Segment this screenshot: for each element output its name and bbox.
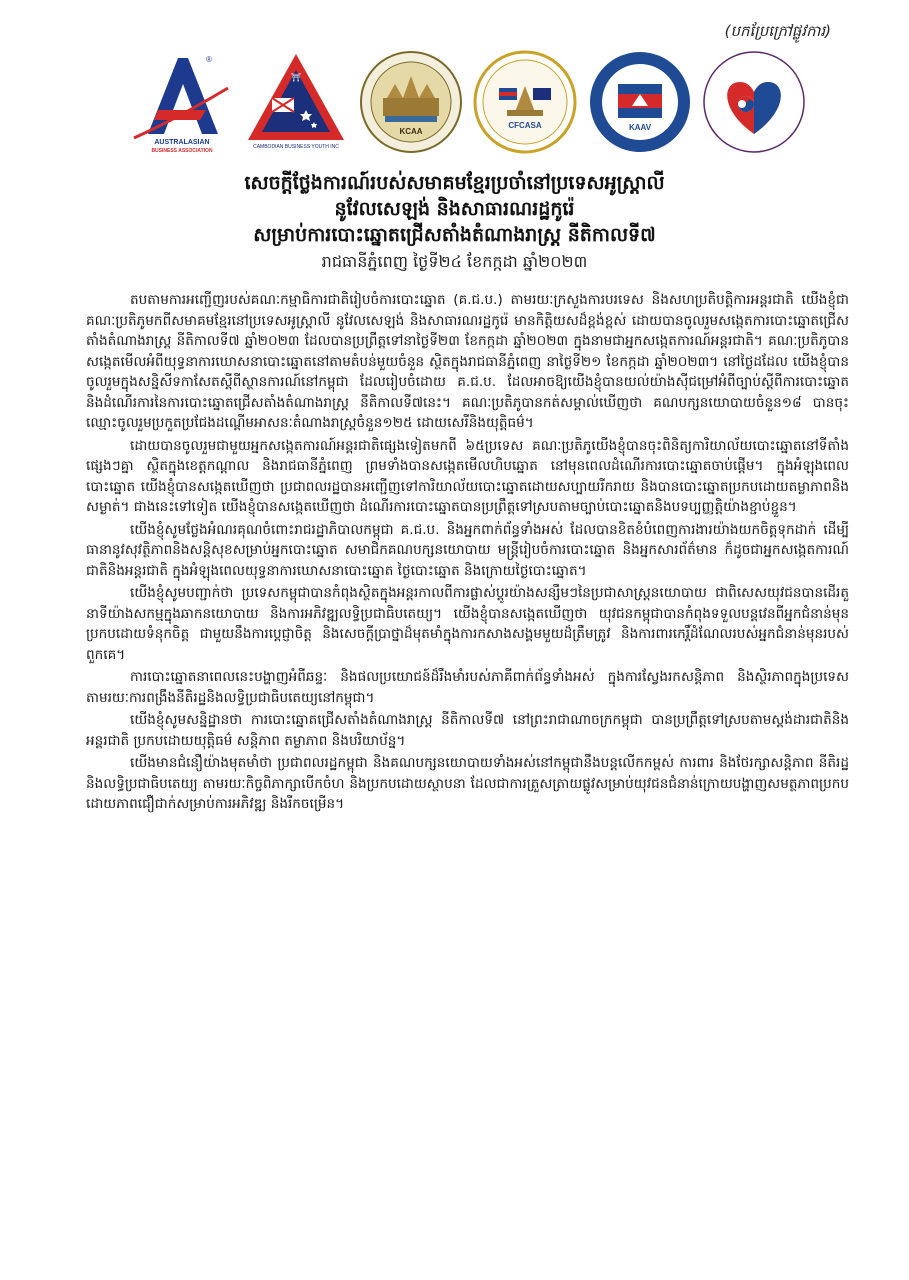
unofficial-translation-note: (បកប្រែក្រៅផ្លូវការ) (724, 22, 831, 40)
cby-logo-icon (242, 48, 350, 156)
title-line-1: សេចក្ដីថ្លែងការណ៍របស់សមាគមខ្មែរប្រចាំនៅប្រទេសអូស្ត្រាលី (244, 172, 665, 194)
kaav-seal-icon (586, 48, 694, 156)
cambodian-business-youth-logo (242, 48, 350, 156)
title-line-2: នូវែលសេឡង់ និងសាធារណរដ្ឋកូរ៉េ (334, 198, 575, 220)
cfcasa-logo (471, 48, 579, 156)
svg-text:⛩: ⛩ (291, 73, 302, 82)
statement-date: រាជធានីភ្នំពេញ ថ្ងៃទី២៤ ខែកក្កដា ឆ្នាំ២០២៣ (321, 252, 588, 271)
statement-body (86, 290, 849, 817)
aba-logo-text: AUSTRALASIAN (154, 139, 210, 146)
title-line-3: សម្រាប់ការបោះឆ្នោតជ្រើសតាំងតំណាងរាស្ត្រ នីតិកាលទី៧ (253, 224, 656, 246)
cfcasa-logo-text: CFCASA (508, 121, 542, 130)
cby-logo-text: CAMBODIAN BUSINESS YOUTH INC (253, 144, 340, 150)
kcaa-seal-icon (357, 48, 465, 156)
paragraph-2: ដោយបានចូលរួមជាមួយអ្នកសង្កេតការណ៍អន្តរជាតិផ្សេងទៀតមកពី ៦៥ប្រទេស គណៈប្រតិភូយើងខ្ញុំបានចុះពិនិត្យការិយាល័យបោះឆ្នោតនៅទីតាំងផ្សេងៗគ្នា ស្ថិតក្នុងខេត្តកណ្តាល និងរាជធានីភ្នំពេញ ព្រមទាំងបានសង្កេតមើលហិបឆ្នោត នៅមុនពេលដំណើរការបោះឆ្នោតចាប់ផ្តើម។ ក្នុងអំឡុងពេលបោះឆ្នោត យើងខ្ញុំបានសង្កេតឃើញថា ប្រជាពលរដ្ឋបានអញ្ជើញទៅការិយាល័យបោះឆ្នោតដោយសប្បាយរីករាយ និងបានបោះឆ្នោតប្រកបដោយតម្លាភាពនិងសម្ងាត់។ ជាងនេះទៅទៀត យើងខ្ញុំបានសង្កេតឃើញថា ដំណើរការបោះឆ្នោតបានប្រព្រឹត្តទៅស្របតាមច្បាប់បោះឆ្នោតនិងបទប្បញ្ញត្តិយ៉ាងខ្ជាប់ខ្ជួន។ (86, 437, 849, 515)
australasian-business-association-logo (128, 48, 236, 156)
svg-text:®: ® (206, 55, 212, 64)
logo-row (128, 46, 808, 158)
paragraph-7: យើងមានជំនឿយ៉ាងមុតមាំថា ប្រជាពលរដ្ឋកម្ពុជា និងគណបក្សនយោបាយទាំងអស់នៅកម្ពុជានឹងបន្តលើកកម្ពស់ ការពារ និងថែរក្សាសន្តិភាព នីតិរដ្ឋ និងលទ្ធិប្រជាធិបតេយ្យ តាមរយៈកិច្ចពិភាក្សាបើកចំហ និងប្រកបដោយស្ថាបនា ដែលជាការត្រួសត្រាយផ្លូវសម្រាប់យុវជនជំនាន់ក្រោយបង្ហាញសមត្ថភាពប្រកបដោយភាពជឿជាក់សម្រាប់ការអភិវឌ្ឍ និងរីកចម្រើន។ (86, 755, 849, 812)
kcaa-logo-text: KCAA (399, 127, 423, 136)
kaav-logo-text: KAAV (628, 123, 651, 132)
kaav-logo (586, 48, 694, 156)
svg-text:BUSINESS ASSOCIATION: BUSINESS ASSOCIATION (151, 148, 213, 154)
statement-heading (60, 170, 849, 274)
aba-logo-icon (128, 48, 236, 156)
paragraph-6: យើងខ្ញុំសូមសន្និដ្ឋានថា ការបោះឆ្នោតជ្រើសតាំងតំណាងរាស្ត្រ នីតិកាលទី៧ នៅព្រះរាជាណាចក្រកម្ពុជា បានប្រព្រឹត្តទៅស្របតាមស្តង់ដារជាតិនិងអន្តរជាតិ ប្រកបដោយយុត្តិធម៌ សន្តិភាព តម្លាភាព និងបរិយាប័ន្ន។ (86, 712, 849, 749)
paragraph-4: យើងខ្ញុំសូមបញ្ជាក់ថា ប្រទេសកម្ពុជាបានកំពុងស្ថិតក្នុងអន្តរកាលពីការផ្លាស់ប្តូរយ៉ាងសន្សឹមៗនៃប្រជាសាស្ត្រនយោបាយ ជាពិសេសយុវជនបានដើរតួនាទីយ៉ាងសកម្មក្នុងឆាកនយោបាយ និងការអភិវឌ្ឍលទ្ធិប្រជាធិបតេយ្យ។ យើងខ្ញុំបានសង្កេតឃើញថា យុវជនកម្ពុជាបានកំពុងទទួលបន្តវេនពីអ្នកជំនាន់មុនប្រកបដោយទំនុកចិត្ត ជាមួយនឹងការប្តេជ្ញាចិត្ត និងសេចក្តីប្រាថ្នាដ៏មុតមាំក្នុងការកសាងសង្គមមួយដ៏ត្រឹមត្រូវ និងការពារកេរ្តិ៍ដំណែលរបស់អ្នកជំនាន់មុនរបស់ពួកគេ។ (86, 585, 849, 663)
korean-heart-icon (700, 48, 808, 156)
paragraph-1: តបតាមការអញ្ជើញរបស់គណៈកម្មាធិការជាតិរៀបចំការបោះឆ្នោត (គ.ជ.ប.) តាមរយៈក្រសួងការបរទេស និងសហប្រតិបត្តិការអន្តរជាតិ យើងខ្ញុំជាគណៈប្រតិភូមកពីសមាគមខ្មែរនៅប្រទេសអូស្ត្រាលី នូវែលសេឡង់ និងសាធារណរដ្ឋកូរ៉េ មានកិត្តិយសដ៏ខ្ពង់ខ្ពស់ ដោយបានចូលរួមសង្កេតការបោះឆ្នោតជ្រើសតាំងតំណាងរាស្ត្រ នីតិកាលទី៧ ឆ្នាំ២០២៣ ដែលបានប្រព្រឹត្តទៅនាថ្ងៃទី២៣ ខែកក្កដា ឆ្នាំ២០២៣ ក្នុងនាមជាអ្នកសង្កេតការណ៍អន្តរជាតិ។ គណៈប្រតិភូបានសង្កេតមើលអំពីយុទ្ធនាការឃោសនាបោះឆ្នោតនៅតាមតំបន់មួយចំនួន ស្ថិតក្នុងរាជធានីភ្នំពេញ នាថ្ងៃទី២១ ខែកក្កដា ឆ្នាំ២០២៣។ នៅថ្ងៃដដែល យើងខ្ញុំបានចូលរួមក្នុងសន្និសីទកាសែតស្តីពីស្ថានការណ៍នៅកម្ពុជា ដែលរៀបចំដោយ គ.ជ.ប. ដែលអាចឱ្យយើងខ្ញុំបានយល់យ៉ាងស៊ីជម្រៅអំពីច្បាប់ស្តីពីការបោះឆ្នោត និងដំណើរការនៃការបោះឆ្នោតជ្រើសតាំងតំណាងរាស្ត្រ នីតិកាលទី៧នេះ។ គណៈប្រតិភូបានកត់សម្គាល់ឃើញថា គណបក្សនយោបាយចំនួន១៨ បានចុះឈ្មោះចូលរួមប្រកួតប្រជែងដណ្តើមអាសនៈតំណាងរាស្ត្រចំនួន១២៥ ដោយសេរីនិងយុត្តិធម៌។ (86, 292, 849, 431)
cfcasa-seal-icon (471, 48, 579, 156)
kcaa-logo (357, 48, 465, 156)
paragraph-3: យើងខ្ញុំសូមថ្លែងអំណរគុណចំពោះរាជរដ្ឋាភិបាលកម្ពុជា គ.ជ.ប. និងអ្នកពាក់ព័ន្ធទាំងអស់ ដែលបានខិតខំបំពេញការងារយ៉ាងយកចិត្តទុកដាក់ ដើម្បីធានានូវសុវត្ថិភាពនិងសន្តិសុខសម្រាប់អ្នកបោះឆ្នោត សមាជិកគណបក្សនយោបាយ មន្ត្រីរៀបចំការបោះឆ្នោត និងអ្នកសារព័ត៌មាន ក៏ដូចជាអ្នកសង្កេតការណ៍ជាតិនិងអន្តរជាតិ ក្នុងអំឡុងពេលយុទ្ធនាការឃោសនាបោះឆ្នោត ថ្ងៃបោះឆ្នោត និងក្រោយថ្ងៃបោះឆ្នោត។ (86, 521, 849, 579)
paragraph-5: ការបោះឆ្នោតនាពេលនេះបង្ហាញអំពីឆន្ទៈ និងផលប្រយោជន៍ដ៏រឹងមាំរបស់ភាគីពាក់ព័ន្ធទាំងអស់ ក្នុងការស្វែងរកសន្តិភាព និងស្ថិរភាពក្នុងប្រទេស តាមរយៈការពង្រឹងនីតិរដ្ឋនិងលទ្ធិប្រជាធិបតេយ្យនៅកម្ពុជា។ (86, 669, 849, 706)
korean-association-logo (700, 48, 808, 156)
